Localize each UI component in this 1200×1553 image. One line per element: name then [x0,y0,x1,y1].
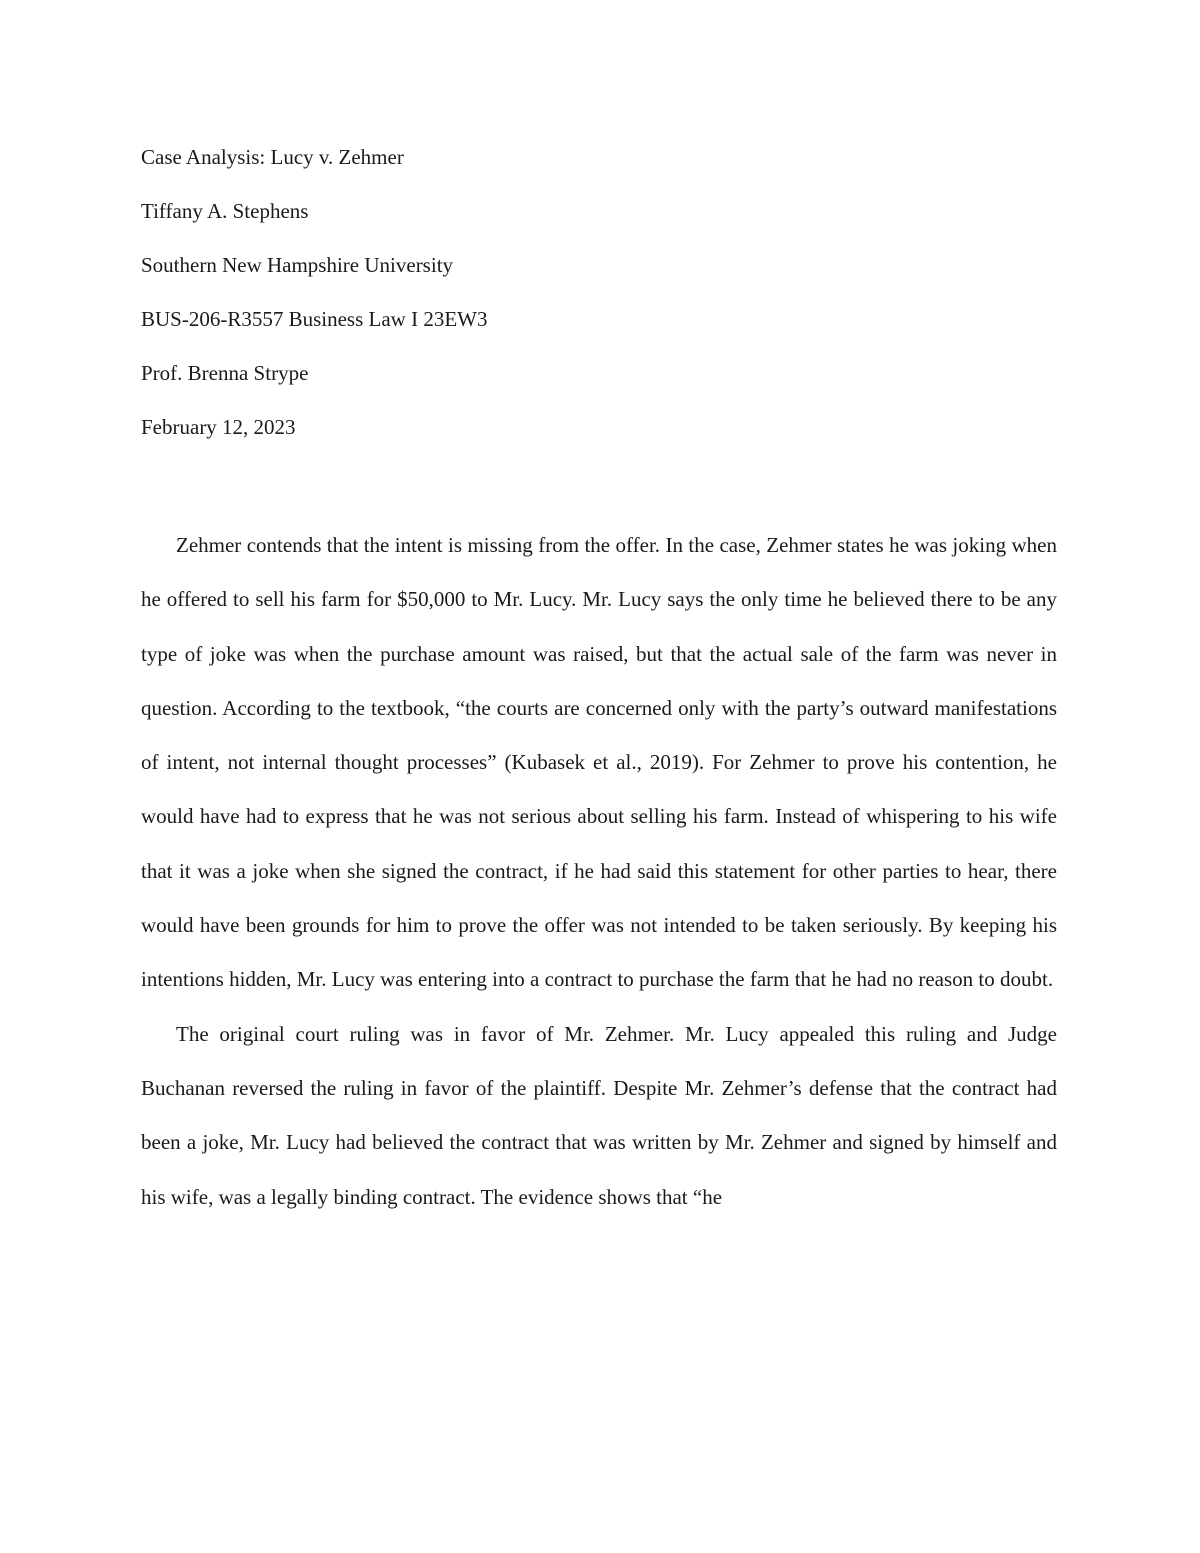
professor-name: Prof. Brenna Strype [141,361,309,385]
title-block [141,140,1061,464]
institution-name: Southern New Hampshire University [141,253,454,277]
paper-title: Case Analysis: Lucy v. Zehmer [141,145,404,169]
document-body [141,518,1057,1224]
paper-date: February 12, 2023 [141,415,296,439]
body-paragraph: The original court ruling was in favor of Mr. Zehmer. Mr. Lucy appealed this ruling and Judge Buchanan reversed the ruling in favor of the plaintiff. Despite Mr. Zehmer’s defense that the contract had been a joke, Mr. Lucy had believed the contract that was written by Mr. Zehmer and signed by himself and his wife, was a legally binding contract. The evidence shows that “he [141,1021,1057,1209]
course-name: BUS-206-R3557 Business Law I 23EW3 [141,307,488,331]
body-paragraph: Zehmer contends that the intent is missing from the offer. In the case, Zehmer states he was joking when he offered to sell his farm for $50,000 to Mr. Lucy. Mr. Lucy says the only time he believed there to be any type of joke was when the purchase amount was raised, but that the actual sale of the farm was never in question. According to the textbook, “the courts are concerned only with the party’s outward manifestations of intent, not internal thought processes” (Kubasek et al., 2019). For Zehmer to prove his contention, he would have had to express that he was not serious about selling his farm. Instead of whispering to his wife that it was a joke when she signed the contract, if he had said this statement for other parties to hear, there would have been grounds for him to prove the offer was not intended to be taken seriously. By keeping his intentions hidden, Mr. Lucy was entering into a contract to purchase the farm that he had no reason to doubt. [141,533,1057,992]
author-name: Tiffany A. Stephens [141,199,309,223]
